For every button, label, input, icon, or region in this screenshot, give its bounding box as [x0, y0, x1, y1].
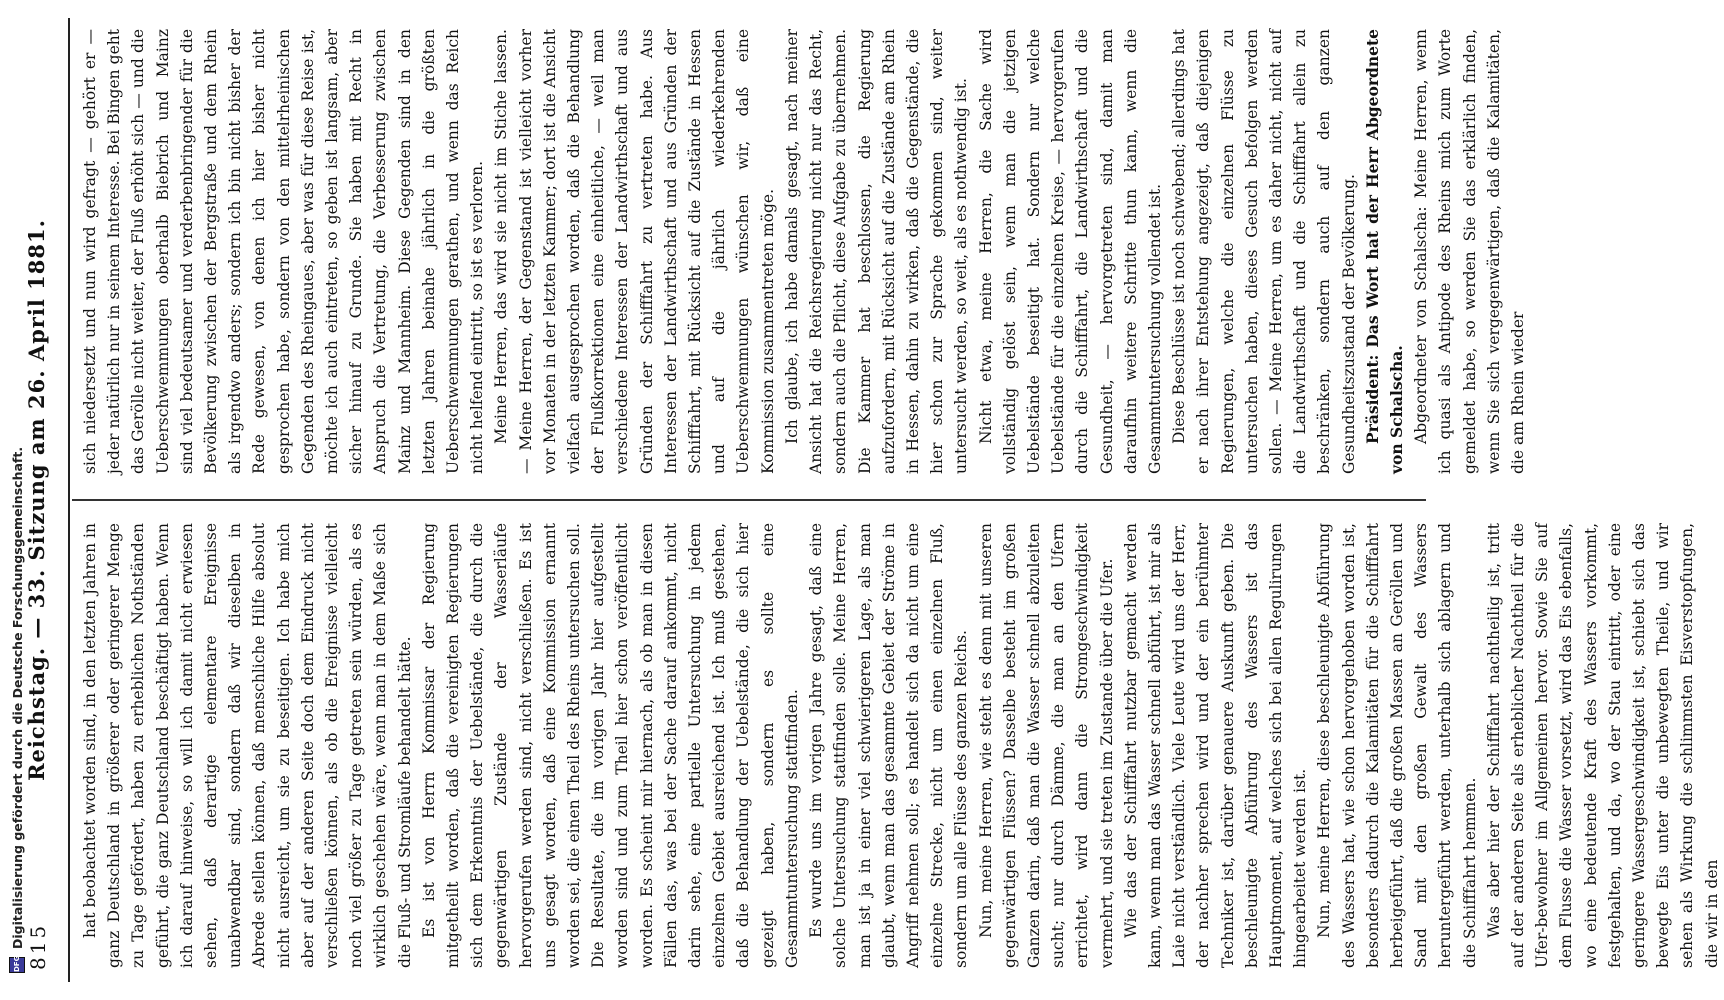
- left-column: [78, 523, 1721, 968]
- president-remark: Präsident: Das Wort hat der Herr Abgeordnete von Schalscha.: [1362, 29, 1406, 474]
- page-header: [22, 30, 68, 970]
- right-column: [78, 29, 1527, 474]
- credit-text: Digitalisierung gefördert durch die Deutsche Forschungsgemeinschaft.: [9, 446, 25, 949]
- left-paragraph: Nun, meine Herren, wie steht es denn mit unseren gegenwärtigen Flüssen? Dasselbe besteht im großen Ganzen darin, daß man die Wasser schnell abzuleiten sucht; nur durch Dämme, die man an den Ufern errichtet, wird dann die Stromgeschwindigkeit vermehrt, und sie treten im Zustande über die Ufer.: [976, 523, 1116, 968]
- speaker-paragraph: Abgeordneter von Schalscha: Meine Herren, wenn ich quasi als Antipode des Rheins mich zum Worte gemeldet habe, so werden Sie das erklärlich finden, wenn Sie sich vergegenwärtigen, daß die Kalamitäten, die am Rhein wieder: [1412, 29, 1527, 474]
- column-divider: [72, 499, 1426, 501]
- left-paragraph: Wie das der Schifffahrt nutzbar gemacht werden kann, wenn man das Wasser schnell abführt, ist mir als Laie nicht verständlich. Viele Leute wird uns der Herr, der nachher sprechen wird und der ein berühmter Techniker ist, darüber genauere Auskunft geben. Die beschleunigte Abführung des Wassers ist das Hauptmoment, auf welches sich bei allen Regulirungen hingearbeitet werden ist.: [1121, 523, 1310, 968]
- page-number: 815: [26, 922, 50, 970]
- left-paragraph: Nun, meine Herren, diese beschleunigte Abführung des Wassers hat, wie schon hervorgehoben worden ist, besonders dadurch die Kalamitäten für die Schifffahrt herbeigeführt, daß die großen Massen an Geröllen und Sand mit den großen Gewalt des Wassers heruntergeführt werden, unterhalb sich ablagern und die Schifffahrt hemmen.: [1315, 523, 1479, 968]
- left-paragraph: Es wurde uns im vorigen Jahre gesagt, daß eine solche Untersuchung stattfinden solle. Meine Herren, man ist ja in einer viel schwierigeren Lage, als man glaubt, wenn man das gesammte Gebiet der Ströme in Angriff nehmen soll; es handelt sich da nicht um eine einzelne Strecke, nicht um einen einzelnen Fluß, sondern um alle Flüsse des ganzen Reichs.: [807, 523, 971, 968]
- running-head: Reichstag. — 33. Sitzung am 26. April 1881.: [24, 219, 49, 781]
- right-paragraph: Meine Herren, das wird sie nicht im Stiche lassen. — Meine Herren, der Gegenstand ist vielleicht vorher vor Monaten in der letzten Kammer; dort ist die Ansicht vielfach ausgesprochen worden, daß die Behandlung der Flußkorrektionen eine einheitliche, — weil man verschiedene Interessen der Landwirthschaft und aus Gründen der Schifffahrt zu vertreten habe. Aus Interessen der Landwirthschaft und aus Gründen der Schifffahrt, mit Rücksicht auf die Zustände in Hessen und auf die jährlich wiederkehrenden Ueberschwemmungen wünschen wir, daß eine Kommission zusammentreten möge.: [492, 29, 777, 474]
- left-paragraph: Es ist von Herrn Kommissar der Regierung mitgetheilt worden, daß die vereinigten Regierungen sich dem Erkenntnis der Uebelstände, die durch die gegenwärtigen Zustände der Wasserläufe hervorgerufen werden sind, nicht verschließen. Es ist uns gesagt worden, daß eine Kommission ernannt worden sei, die einen Theil des Rheins untersuchen soll. Die Resultate, die im vorigen Jahr hier aufgestellt worden sind und zum Theil hier schon veröffentlicht worden. Es scheint mir hiernach, als ob man in diesen Fällen das, was bei der Sache darauf ankommt, nicht darin sehe, eine partielle Untersuchung in jedem einzelnen Gebiet ausreichend ist. Ich muß gestehen, daß die Behandlung der Uebelstände, die sich hier gezeigt haben, sondern es sollte eine Gesammtuntersuchung stattfinden.: [419, 523, 801, 968]
- right-paragraph: Diese Beschlüsse ist noch schwebend; allerdings hat er nach ihrer Entstehung angezeigt, daß diejenigen Regierungen, welche die einzelnen Flüsse zu untersuchen haben, dieses Gesuch befolgen werden sollen. — Meine Herren, um es daher nicht, nicht auf die Landwirthschaft und die Schifffahrt allein zu beschränken, sondern auch auf den ganzen Gesundheitszustand der Bevölkerung.: [1170, 29, 1358, 474]
- left-paragraph: Was aber hier der Schifffahrt nachtheilig ist, tritt auf der anderen Seite als erheblicher Nachtheil für die Ufer-bewohner im Allgemeinen hervor. Sowie Sie auf dem Flusse die Wasser vorsetzt, wird das Eis ebenfalls, wo eine bedeutende Kraft des Wassers vorkommt, festgehalten, und da, wo der Stau eintritt, oder eine geringere Wassergeschwindigkeit ist, schiebt sich das bewegte Eis unter die unbewegten Theile, und wir sehen als Wirkung die schlimmsten Eisverstopfungen, die wir in den: [1484, 523, 1721, 968]
- dfg-logo: DFG: [9, 957, 25, 973]
- right-paragraph: sich niedersetzt und nun wird gefragt — gehört er — jeder natürlich nur in seinem Interesse. Bei Bingen geht das Gerölle nicht weiter, der Fluß erhöht sich — und die Ueberschwemmungen oberhalb Biebrich und Mainz sind viel bedeutsamer und verderbenbringender für die Bevölkerung zwischen der Bergstraße und dem Rhein als irgendwo anders; sondern ich bin nicht bisher der Rede gewesen, von denen ich hier bisher nicht gesprochen habe, sondern von den mittelrheinischen Gegenden des Rheingaues, aber was für diese Reise ist, möchte ich auch eintreten, so geben ist langsam, aber sicher hinauf zu Grunde. Sie haben mit Recht in Anspruch die Vertretung, die Verbesserung zwischen Mainz und Mannheim. Diese Gegenden sind in den letzten Jahren beinahe jährlich in die größten Ueberschwemmungen gerathen, und wenn das Reich nicht helfend eintritt, so ist es verloren.: [81, 29, 487, 474]
- left-paragraph: hat beobachtet worden sind, in den letzten Jahren in ganz Deutschland in größerer oder geringerer Menge zu Tage gefördert, haben zu erheblichen Nothständen geführt, die ganz Deutschland beschäftigt haben. Wenn ich darauf hinweise, so will ich damit nicht erwiesen sehen, daß derartige elementare Ereignisse unabwendbar sind, sondern daß wir dieselben in Abrede stellen können, daß menschliche Hilfe absolut nicht ausreicht, um sie zu beseitigen. Ich habe mich aber auf der anderen Seite doch dem Eindruck nicht verschließen können, als ob die Ereignisse vielleicht noch viel größer zu Tage getreten sein würden, als es wirklich geschehen wäre, wenn man in dem Maße sich die Fluß- und Stromläufe behandelt hätte.: [81, 523, 414, 968]
- right-paragraph: Nicht etwa, meine Herren, die Sache wird vollständig gelöst sein, wenn man die jetzigen Uebelstände beseitigt hat. Sondern nur welche Uebelstände für die einzelnen Kreise, — hervorgerufen durch die Schifffahrt, die Landwirthschaft und die Gesundheit, — hervorgetreten sind, damit man daraufhin weitere Schritte thun kann, wenn die Gesammtuntersuchung vollendet ist.: [976, 29, 1164, 474]
- right-paragraph: Ich glaube, ich habe damals gesagt, nach meiner Ansicht hat die Reichsregierung nicht nur das Recht, sondern auch die Pflicht, diese Aufgabe zu übernehmen. Die Kammer hat beschlossen, die Regierung aufzufordern, mit Rücksicht auf die Zustände am Rhein in Hessen, dahin zu wirken, daß die Gegenstände, die hier schon zur Sprache gekommen sind, weiter untersucht werden, so weit, als es nothwendig ist.: [782, 29, 971, 474]
- header-rule: [68, 18, 70, 982]
